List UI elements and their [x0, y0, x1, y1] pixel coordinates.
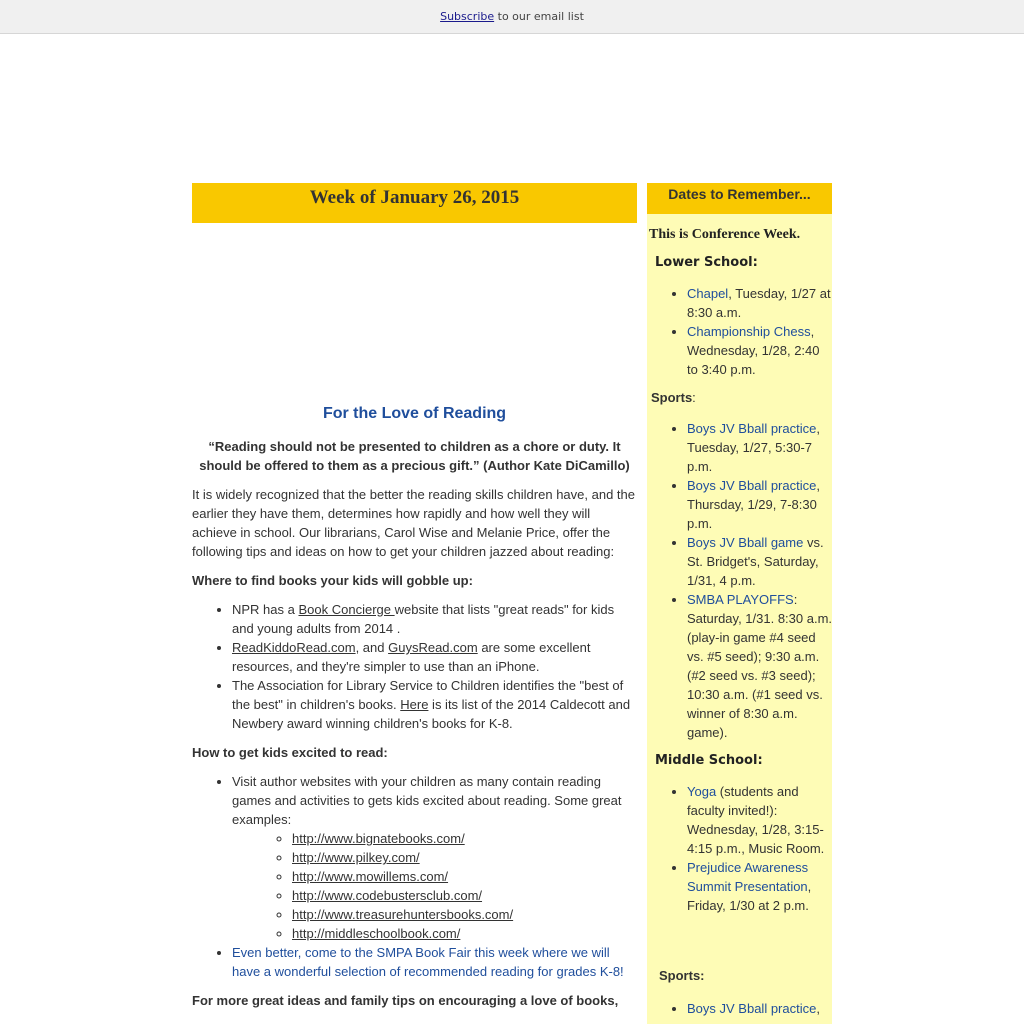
- here-link[interactable]: Here: [400, 697, 429, 712]
- book-fair-link[interactable]: Even better, come to the SMPA Book Fair this week where we will have a wonderful selection of recommended reading for grades K-8!: [232, 945, 624, 979]
- dates-sidebar: [647, 183, 832, 1024]
- sports-label: Sports: [651, 390, 693, 405]
- sports-heading: [651, 389, 832, 407]
- list-item-text: website that lists "great reads" for kids and young adults from 2014 .: [232, 602, 615, 636]
- section-title: For the Love of Reading: [322, 405, 507, 422]
- subscribe-link[interactable]: Subscribe: [440, 10, 495, 23]
- event-details: : Saturday, 1/31. 8:30 a.m. (play-in game #4 seed vs. #5 seed); 9:30 a.m. (#2 seed vs. #3 seed); 10:30 a.m. (#1 seed vs. winner of 8:30 a.m. game).: [687, 592, 833, 740]
- how-heading: How to get kids excited to read:: [192, 745, 388, 760]
- list-item-text: is its list of the 2014 Caldecott and Newbery award winning children's books for K-8.: [232, 697, 631, 731]
- list-item: [292, 867, 637, 886]
- subscribe-text: to our email list: [494, 10, 584, 23]
- lower-school-heading: Lower School:: [655, 255, 758, 270]
- event-item: [687, 322, 832, 379]
- event-details: , Tuesday, 1/27, 5:30-7 p.m.: [687, 421, 820, 474]
- list-item: [232, 676, 637, 733]
- list-item: [292, 829, 637, 848]
- event-details: , Tuesday, 1/27 at 8:30 a.m.: [687, 286, 831, 320]
- event-link[interactable]: Boys JV Bball practice: [687, 1001, 817, 1016]
- quote: “Reading should not be presented to children as a chore or duty. It should be offered to them as a precious gift.” (Author Kate DiCamillo): [199, 439, 630, 473]
- sports-label: Sports:: [659, 968, 705, 983]
- author-link[interactable]: http://www.pilkey.com/: [292, 850, 420, 865]
- conference-week-note: This is Conference Week.: [649, 227, 801, 242]
- event-link[interactable]: Championship Chess: [687, 324, 811, 339]
- author-link[interactable]: http://www.bignatebooks.com/: [292, 831, 465, 846]
- event-details: , Thursday, 1/29, 7-8:30 p.m.: [687, 478, 820, 531]
- list-item: [232, 638, 637, 676]
- event-details: ,: [816, 1001, 820, 1016]
- middle-sports-list: [647, 999, 832, 1018]
- list-item: [232, 943, 637, 981]
- event-details: , Wednesday, 1/28, 2:40 to 3:40 p.m.: [687, 324, 820, 377]
- week-header: Week of January 26, 2015: [192, 183, 637, 223]
- list-item-text: NPR has a: [232, 602, 299, 617]
- event-item: [687, 419, 832, 476]
- list-item: [292, 924, 637, 943]
- guysread-link[interactable]: GuysRead.com: [388, 640, 478, 655]
- event-link[interactable]: Prejudice Awareness Summit Presentation: [687, 860, 809, 894]
- hero-image-placeholder: [192, 223, 637, 404]
- event-item: [687, 999, 832, 1018]
- event-link[interactable]: SMBA PLAYOFFS: [687, 592, 794, 607]
- list-item: [292, 886, 637, 905]
- event-details: (students and faculty invited!): Wednesday, 1/28, 3:15-4:15 p.m., Music Room.: [687, 784, 825, 856]
- list-item: [292, 848, 637, 867]
- list-item-text: are some excellent resources, and they're simpler to use than an iPhone.: [232, 640, 591, 674]
- event-link[interactable]: Boys JV Bball practice: [687, 421, 817, 436]
- author-link[interactable]: http://www.mowillems.com/: [292, 869, 449, 884]
- author-links-list: [232, 829, 637, 943]
- list-item: [232, 772, 637, 943]
- subscribe-bar: [0, 0, 1024, 34]
- list-item-text: The Association for Library Service to Children identifies the "best of the best" in children's books.: [232, 678, 624, 712]
- sports-colon: :: [692, 390, 696, 405]
- middle-school-list: [647, 782, 832, 915]
- intro-paragraph: It is widely recognized that the better the reading skills children have, and the earlier they have them, determines how rapidly and how well they will achieve in school. Our librarians, Carol Wise and Melanie Price, offer the following tips and ideas on how to get your children jazzed about reading:: [192, 487, 635, 559]
- sports-list: [647, 419, 832, 742]
- list-item-text: , and: [355, 640, 389, 655]
- event-link[interactable]: Yoga: [687, 784, 717, 799]
- event-item: [687, 533, 832, 590]
- event-details: vs. St. Bridget's, Saturday, 1/31, 4 p.m.: [687, 535, 824, 588]
- event-link[interactable]: Chapel: [687, 286, 729, 301]
- where-list: [192, 600, 637, 733]
- event-item: [687, 782, 832, 858]
- list-item: [232, 600, 637, 638]
- book-concierge-link[interactable]: Book Concierge: [298, 602, 395, 617]
- event-link[interactable]: Boys JV Bball game: [687, 535, 804, 550]
- event-details: , Friday, 1/30 at 2 p.m.: [687, 879, 812, 913]
- how-list: [192, 772, 637, 981]
- list-item: [292, 905, 637, 924]
- event-item: [687, 858, 832, 915]
- middle-sports-heading: [659, 967, 832, 985]
- event-item: [687, 476, 832, 533]
- event-item: [687, 590, 832, 742]
- author-link[interactable]: http://www.codebustersclub.com/: [292, 888, 483, 903]
- main-column: [192, 183, 637, 1010]
- author-link[interactable]: http://middleschoolbook.com/: [292, 926, 461, 941]
- dates-header: Dates to Remember...: [647, 183, 832, 214]
- event-link[interactable]: Boys JV Bball practice: [687, 478, 817, 493]
- author-link[interactable]: http://www.treasurehuntersbooks.com/: [292, 907, 514, 922]
- list-item-text: Visit author websites with your children as many contain reading games and activities to gets kids excited about reading. Some great examples:: [232, 774, 622, 827]
- readkiddoread-link[interactable]: ReadKiddoRead.com: [232, 640, 356, 655]
- lower-school-list: [647, 284, 832, 379]
- where-heading: Where to find books your kids will gobble up:: [192, 573, 473, 588]
- more-ideas-text: For more great ideas and family tips on encouraging a love of books,: [192, 993, 619, 1008]
- middle-school-heading: Middle School:: [655, 753, 763, 768]
- event-item: [687, 284, 832, 322]
